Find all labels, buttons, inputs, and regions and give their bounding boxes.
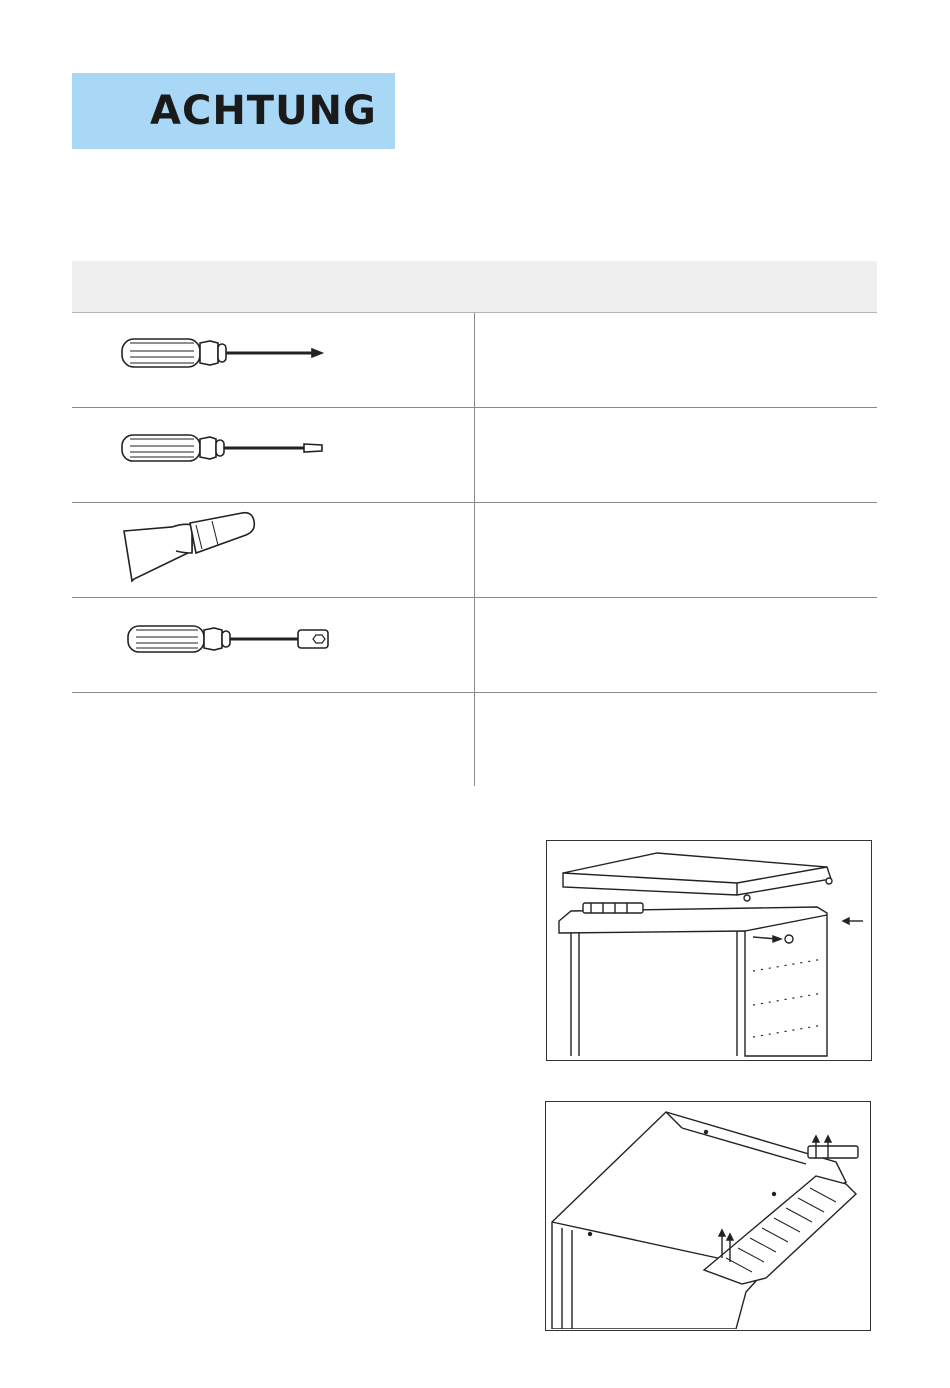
- table-row: [72, 503, 877, 598]
- door-hinge-cover-illustration: [546, 1102, 869, 1329]
- description-cell: [475, 503, 877, 597]
- figure-hinge-cover: [545, 1101, 871, 1331]
- table-header: [72, 261, 877, 313]
- table-row: [72, 693, 877, 787]
- table-row: [72, 408, 877, 503]
- flat-screwdriver-icon: [72, 408, 474, 502]
- table-row: [72, 598, 877, 693]
- description-cell: [475, 598, 877, 692]
- description-cell: [475, 693, 877, 787]
- tools-table: [72, 261, 877, 787]
- tool-cell: [72, 408, 474, 502]
- tool-cell: [72, 598, 474, 692]
- description-cell: [475, 313, 877, 407]
- putty-knife-icon: [72, 503, 474, 597]
- tool-cell: [72, 503, 474, 597]
- nut-driver-icon: [72, 598, 474, 692]
- description-cell: [475, 408, 877, 502]
- banner-title: ACHTUNG: [150, 88, 377, 134]
- top-cover-removal-illustration: [547, 841, 870, 1059]
- phillips-screwdriver-icon: [72, 313, 474, 407]
- figure-top-cover: [546, 840, 872, 1061]
- table-header-description: [475, 261, 877, 312]
- table-header-tool: [72, 261, 475, 312]
- tool-cell: [72, 313, 474, 407]
- tool-cell: [72, 693, 474, 787]
- table-row: [72, 313, 877, 408]
- achtung-banner: [72, 73, 395, 149]
